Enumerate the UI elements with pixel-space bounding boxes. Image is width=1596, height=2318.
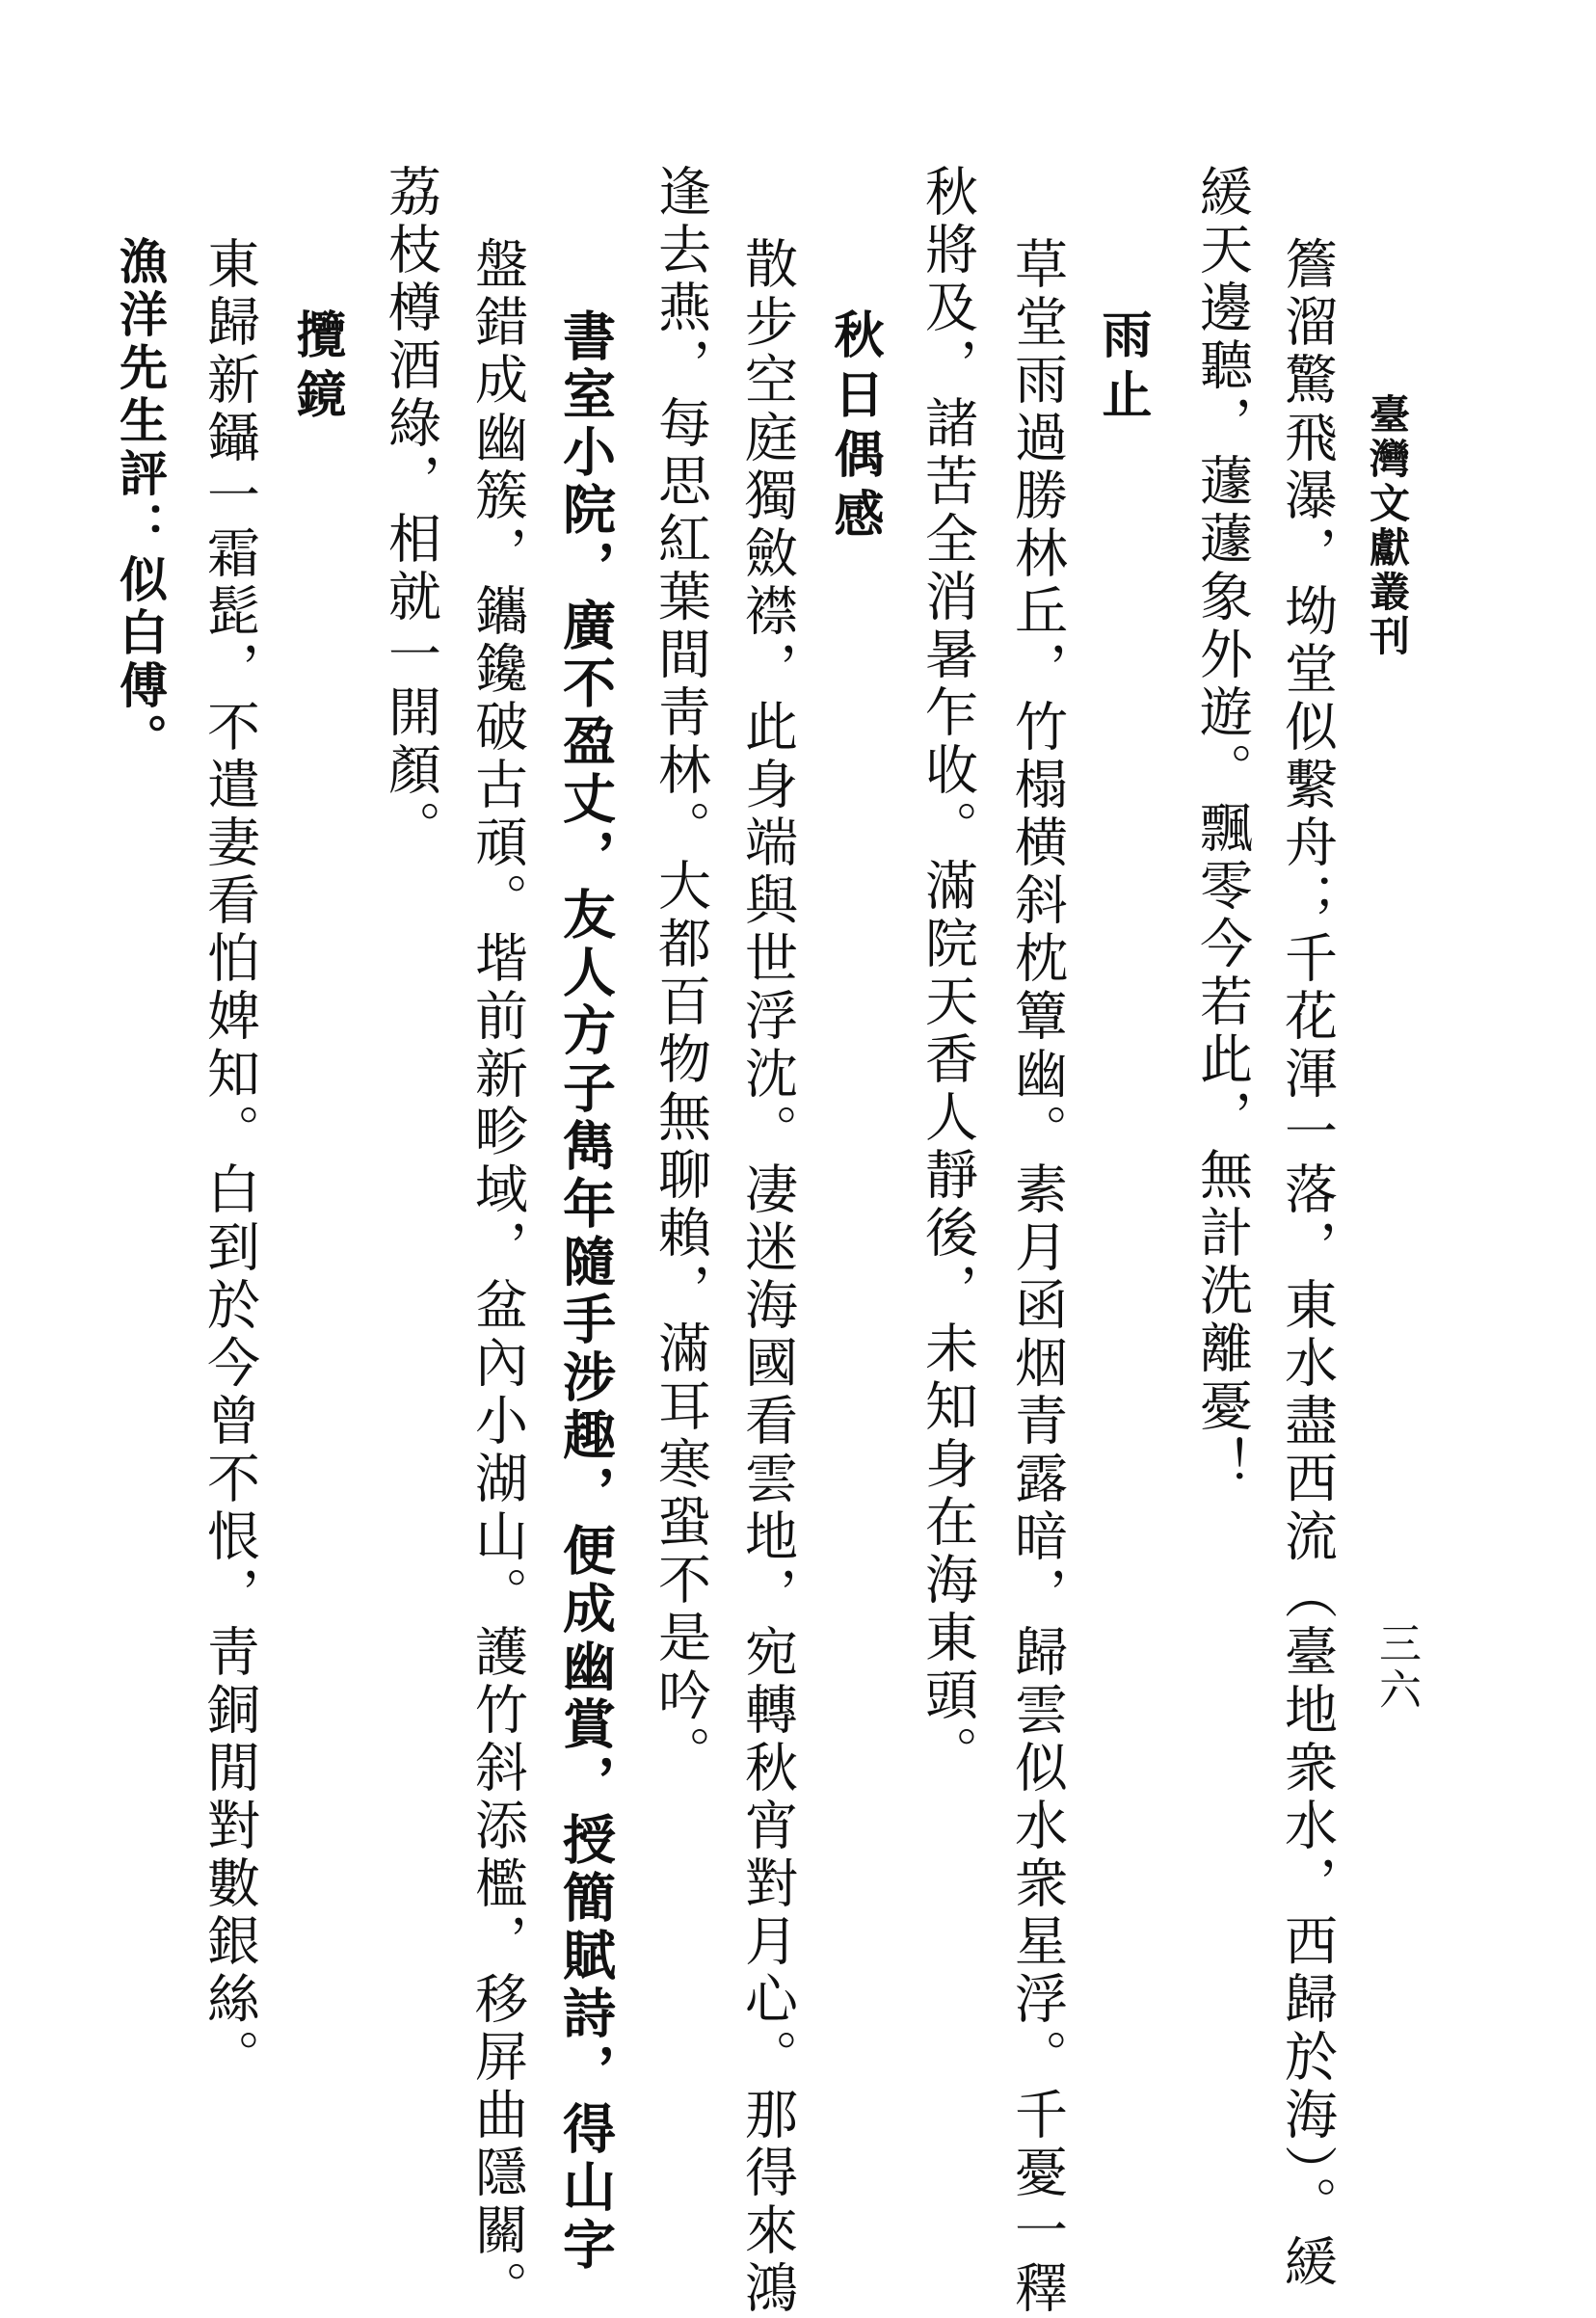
text-column-9: 荔枝樽酒綠，相就一開顏。 — [380, 164, 441, 858]
page-number: 三六 — [1371, 1621, 1421, 1714]
text-column-6: 逢去燕，每思紅葉間靑林。大都百物無聊賴，滿耳寒蛩不是吟。 — [650, 164, 711, 1783]
text-column-4: 秋將及，諸苦全消暑乍收。滿院天香人靜後，未知身在海東頭。 — [917, 164, 978, 1783]
text-column-2: 緩天邊聽，蘧蘧象外遊。飄零今若此，無計洗離憂！ — [1191, 164, 1253, 1494]
text-column-5: 散步空庭獨斂襟，此身端與世浮沈。凄迷海國看雲地，宛轉秋宵對月心。那得來鴻 — [736, 236, 798, 2318]
text-column-1: 簷溜驚飛瀑，坳堂似繫舟；千花渾一落，東水盡西流（臺地衆水，西歸於海）。緩 — [1276, 236, 1338, 2292]
poem-title-rain-stops: 雨止 — [1093, 308, 1152, 428]
text-column-3: 草堂雨過勝林丘，竹榻横斜枕簟幽。素月函烟青露暗，歸雲似水衆星浮。千憂一釋 — [1006, 236, 1068, 2318]
commentary-yuyang: 漁洋先生評：似白傅。 — [112, 236, 169, 766]
poem-preface-study-yard: 書室小院，廣不盈丈，友人方子雋年隨手涉趣，便成幽賞，授簡賦詩，得山字 — [554, 308, 617, 2275]
text-column-10: 東歸新鑷一霜髭，不遣妻看怕婢知。白到於今曾不恨，靑銅閒對數銀絲。 — [199, 236, 260, 2087]
text-column-8: 盤錯成幽簇，鑴鑱破古頑。堦前新畛域，盆內小湖山。護竹斜添檻，移屏曲隱關。 — [466, 236, 528, 2318]
poem-title-autumn-thoughts: 秋日偶感 — [825, 308, 884, 547]
series-title: 臺灣文獻叢刊 — [1364, 393, 1411, 659]
poem-title-mirror: 攬鏡 — [287, 308, 346, 428]
